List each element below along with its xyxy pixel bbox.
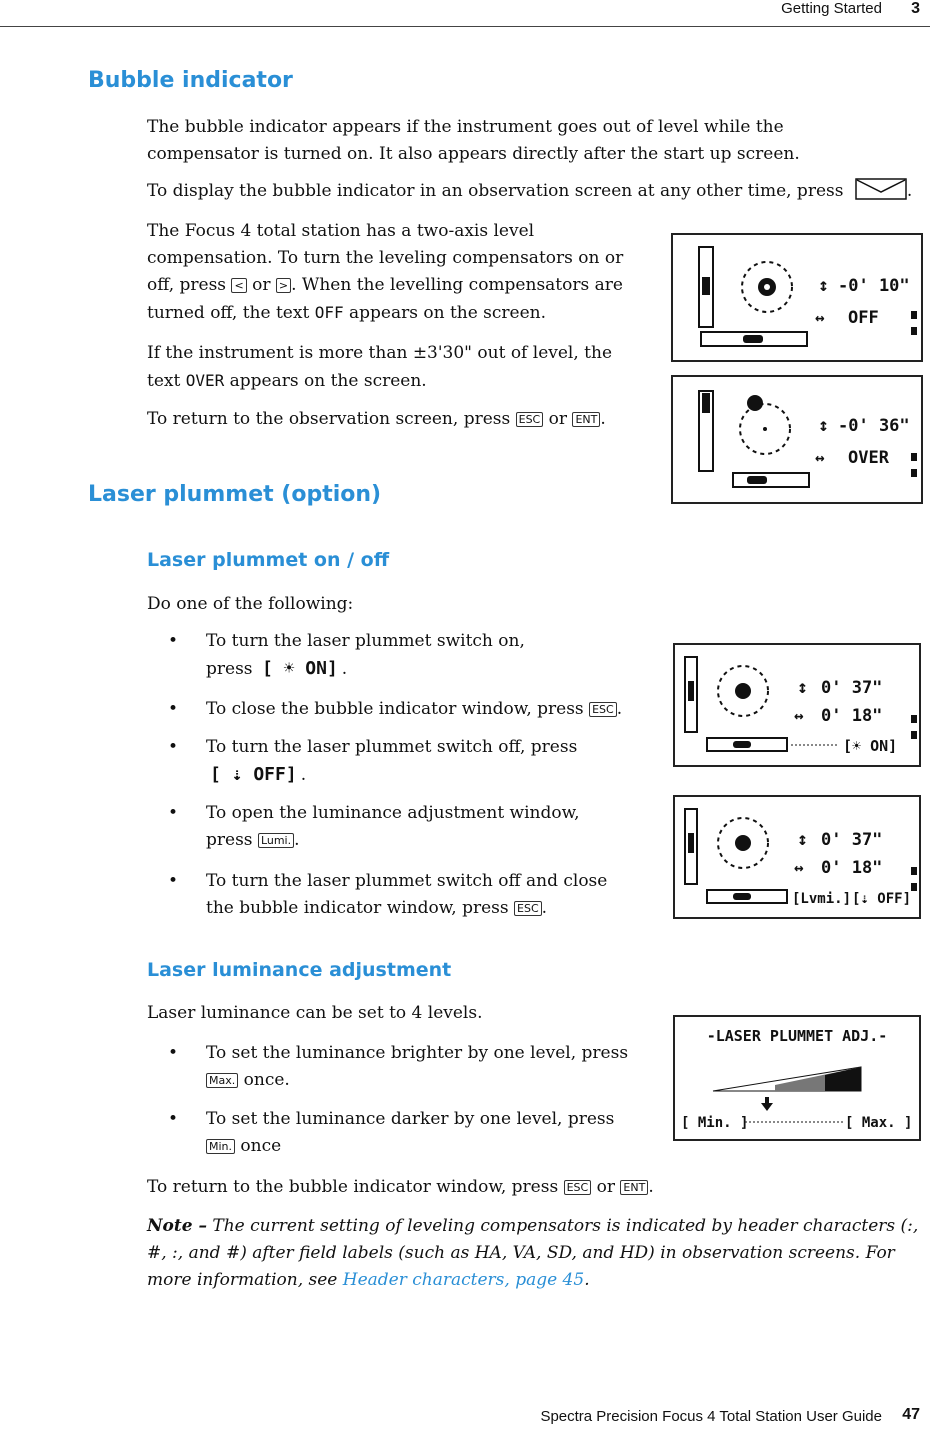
footer-title: Spectra Precision Focus 4 Total Station User Guide	[540, 1408, 882, 1425]
over-text: OVER	[185, 371, 225, 390]
text-line: To close the bubble indicator window, press	[206, 699, 584, 719]
ent-key: ENT	[572, 412, 600, 427]
screen-max-softkey: [ Max. ]	[845, 1115, 913, 1131]
text-line: compensation. To turn the leveling compensators on or	[147, 248, 624, 268]
bullet-text: To turn the laser plummet switch off, press [ ⇣ OFF] .	[206, 734, 577, 789]
lcd-screen-bubble-over	[671, 375, 923, 504]
bubble-key-icon	[855, 178, 907, 209]
text-line: To turn the laser plummet switch on,	[206, 631, 525, 651]
ent-key: ENT	[620, 1180, 648, 1195]
bullet: •	[168, 871, 179, 891]
heading-laser-plummet: Laser plummet (option)	[88, 482, 382, 507]
laser-on-softkey: [ ☀ ON]	[261, 658, 338, 679]
bullet-text: To turn the laser plummet switch on, press [ ☀ ON] .	[206, 628, 525, 683]
lcd-screen-laser-adjust	[673, 1015, 921, 1141]
text-line: or	[596, 1177, 615, 1197]
note-text: The current setting of leveling compensators is indicated by header characters (:, #, :, and #) after field labels (such as HA, VA, SD, and HD) in observation screens. For more information, see	[147, 1216, 919, 1290]
screen-vertical-value: 0' 37"	[821, 830, 883, 850]
note-label: Note –	[147, 1216, 207, 1236]
esc-key: ESC	[589, 702, 617, 717]
text-line: or	[252, 275, 271, 295]
text-line: once.	[243, 1070, 290, 1090]
screen-horizontal-value: 0' 18"	[821, 706, 883, 726]
bullet: •	[168, 631, 179, 651]
svg-text:↔: ↔	[794, 858, 804, 877]
section-title: Getting Started	[781, 0, 882, 17]
left-key: <	[231, 278, 246, 293]
esc-key: ESC	[564, 1180, 592, 1195]
svg-text:↕: ↕	[818, 415, 829, 436]
text-line: The Focus 4 total station has a two-axis level	[147, 221, 535, 241]
text-line: To set the luminance darker by one level, press	[206, 1109, 615, 1129]
text-line: off, press	[147, 275, 227, 295]
page-number: 47	[902, 1406, 920, 1423]
lcd-screen-laser-on	[673, 643, 921, 767]
lumi-key: Lumi.	[258, 833, 294, 848]
paragraph: To return to the observation screen, press ESC or ENT .	[147, 409, 606, 429]
svg-text:↔: ↔	[815, 308, 825, 327]
text-line: . When the levelling compensators are	[291, 275, 623, 295]
text-line: once	[240, 1136, 282, 1156]
paragraph	[147, 218, 657, 327]
bullet-text: To open the luminance adjustment window, press Lumi. .	[206, 803, 580, 850]
text-line: the bubble indicator window, press	[206, 898, 509, 918]
text-line: appears on the screen.	[349, 303, 547, 323]
bullet: •	[168, 699, 179, 719]
svg-text:↕: ↕	[797, 677, 808, 698]
text-line: To display the bubble indicator in an observation screen at any other time, press	[147, 181, 844, 201]
svg-text:↕: ↕	[818, 275, 829, 296]
note	[147, 1213, 922, 1294]
bullet-text: To turn the laser plummet switch off and close the bubble indicator window, press ESC .	[206, 871, 608, 918]
bullet: •	[168, 1109, 179, 1129]
paragraph	[147, 340, 657, 395]
bullet: •	[168, 1043, 179, 1063]
text-line: text	[147, 371, 181, 391]
paragraph	[147, 114, 800, 168]
screen-title: -LASER PLUMMET ADJ.-	[706, 1027, 888, 1045]
header-characters-link[interactable]: Header characters, page 45	[342, 1270, 585, 1290]
chapter-number: 3	[911, 0, 920, 17]
text-line: To set the luminance brighter by one level, press	[206, 1043, 629, 1063]
text-line: To turn the laser plummet switch off and close	[206, 871, 608, 891]
screen-horizontal-value: OFF	[848, 308, 879, 328]
text-line: compensator is turned on. It also appears directly after the start up screen.	[147, 144, 800, 164]
page-header	[0, 0, 930, 27]
screen-horizontal-value: OVER	[848, 448, 889, 468]
paragraph: Do one of the following:	[147, 594, 354, 614]
screen-min-softkey: [ Min. ]	[681, 1115, 749, 1131]
paragraph: To return to the bubble indicator window, press ESC or ENT .	[147, 1177, 654, 1197]
text-line: appears on the screen.	[229, 371, 427, 391]
svg-text:↕: ↕	[797, 829, 808, 850]
text-line: press	[206, 830, 253, 850]
text-line: If the instrument is more than ±3'30" out of level, the	[147, 343, 613, 363]
text-line: .	[584, 1270, 590, 1290]
heading-laser-on-off: Laser plummet on / off	[147, 549, 390, 571]
laser-off-softkey: [ ⇣ OFF]	[210, 764, 297, 785]
heading-bubble-indicator: Bubble indicator	[88, 68, 293, 93]
text-line: press	[206, 659, 253, 679]
right-key: >	[276, 278, 291, 293]
bullet: •	[168, 803, 179, 823]
screen-horizontal-value: 0' 18"	[821, 858, 883, 878]
paragraph: Laser luminance can be set to 4 levels.	[147, 1003, 483, 1023]
lcd-screen-bubble-off	[671, 233, 923, 362]
bullet-text	[206, 1040, 628, 1094]
min-key: Min.	[206, 1139, 235, 1154]
esc-key: ESC	[514, 901, 542, 916]
text-line: turned off, the text	[147, 303, 310, 323]
svg-text:↔: ↔	[815, 448, 825, 467]
bullet: •	[168, 737, 179, 757]
screen-vertical-value: -0' 10"	[838, 276, 910, 296]
text-line: To turn the laser plummet switch off, press	[206, 737, 578, 757]
off-text: OFF	[314, 303, 344, 322]
bullet-text: To close the bubble indicator window, press ESC .	[206, 699, 623, 719]
esc-key: ESC	[516, 412, 544, 427]
text-line: To return to the observation screen, press	[147, 409, 511, 429]
paragraph: To display the bubble indicator in an observation screen at any other time, press .	[147, 178, 912, 209]
bullet-text	[206, 1106, 614, 1160]
text-line: or	[548, 409, 568, 429]
svg-text:↔: ↔	[794, 706, 804, 725]
screen-softkey: [☀ ON]	[843, 737, 898, 755]
text-line: To open the luminance adjustment window,	[206, 803, 580, 823]
screen-vertical-value: -0' 36"	[838, 416, 910, 436]
max-key: Max.	[206, 1073, 238, 1088]
screen-vertical-value: 0' 37"	[821, 678, 883, 698]
text-line: To return to the bubble indicator window, press	[147, 1177, 559, 1197]
screen-softkey-lumi: [Lvmi.]	[792, 891, 852, 907]
lcd-screen-laser-lumi	[673, 795, 921, 919]
screen-softkey-off: [⇣ OFF]	[852, 891, 912, 907]
text-line: The bubble indicator appears if the instrument goes out of level while the	[147, 117, 784, 137]
heading-laser-luminance: Laser luminance adjustment	[147, 959, 452, 981]
